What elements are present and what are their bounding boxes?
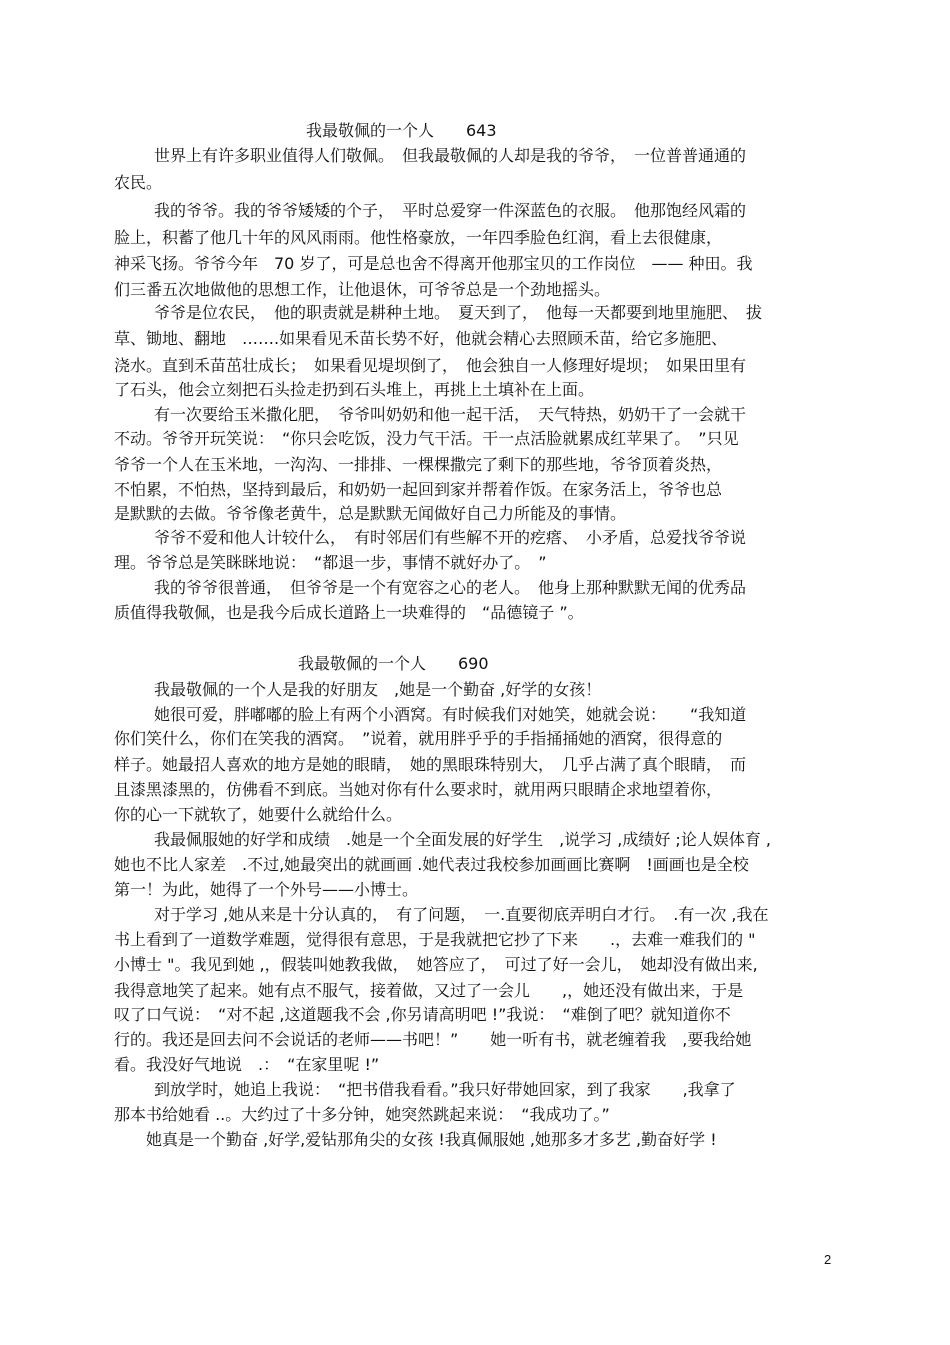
essay-1-title: 我最敬佩的一个人 643 bbox=[306, 121, 497, 140]
essay-2-line: 到放学时，她追上我说： “把书借我看看。”我只好带她回家，到了我家 ,我拿了 bbox=[154, 1080, 736, 1099]
essay-2-line: 你们笑什么，你们在笑我的酒窝。 ”说着，就用胖乎乎的手指捅捅她的酒窝，很得意的 bbox=[114, 729, 723, 748]
essay-1-line: 农民。 bbox=[114, 173, 163, 192]
essay-2-line: 行的。我还是回去问不会说话的老师——书吧！” 她一听有书，就老缠着我 ,要我给她 bbox=[114, 1030, 752, 1049]
essay-1-line: 浇水。直到禾苗茁壮成长； 如果看见堤坝倒了， 他会独自一人修理好堤坝； 如果田里有 bbox=[114, 356, 747, 375]
essay-2-line: 看。我没好气地说 .： “在家里呢 !” bbox=[114, 1055, 380, 1074]
essay-2-line: 第一！为此，她得了一个外号——小博士。 bbox=[114, 880, 419, 899]
essay-2-line: 你的心一下就软了，她要什么就给什么。 bbox=[114, 805, 403, 824]
essay-2-line: 样子。她最招人喜欢的地方是她的眼睛， 她的黑眼珠特别大， 几乎占满了真个眼睛， 而 bbox=[114, 755, 747, 774]
essay-1-line: 爷爷是位农民， 他的职责就是耕种土地。 夏天到了， 他每一天都要到地里施肥、 拔 bbox=[154, 303, 763, 322]
essay-1-line: 世界上有许多职业值得人们敬佩。 但我最敬佩的人却是我的爷爷， 一位普普通通的 bbox=[154, 146, 747, 165]
essay-1-line: 脸上，积蓄了他几十年的风风雨雨。他性格豪放，一年四季脸色红润，看上去很健康， bbox=[114, 228, 723, 247]
essay-2-line: 我最敬佩的一个人是我的好朋友 ,她是一个勤奋 ,好学的女孩！ bbox=[154, 680, 602, 699]
essay-2-line: 叹了口气说： “对不起 ,这道题我不会 ,你另请高明吧 !”我说： “难倒了吧？就知道你不 bbox=[114, 1005, 731, 1024]
essay-1-line: 质值得我敬佩，也是我今后成长道路上一块难得的 “品德镜子 ”。 bbox=[114, 603, 584, 622]
essay-2-line: 我得意地笑了起来。她有点不服气，接着做，又过了一会儿 ,，她还没有做出来，于是 bbox=[114, 981, 744, 1000]
essay-1-line: 草、锄地、翻地 …….如果看见禾苗长势不好，他就会精心去照顾禾苗，给它多施肥、 bbox=[114, 329, 728, 348]
essay-2-line: 她也不比人家差 .不过,她最突出的就画画 .她代表过我校参加画画比赛啊 !画画也是全校 bbox=[114, 855, 749, 874]
essay-2-line: 她真是一个勤奋 ,好学,爱钻那角尖的女孩 !我真佩服她 ,她那多才多艺 ,勤奋好学 ! bbox=[146, 1130, 717, 1149]
essay-2-line: 我最佩服她的好学和成绩 .她是一个全面发展的好学生 ,说学习 ,成绩好 ;论人娱体育 , bbox=[154, 830, 771, 849]
essay-1-line: 了石头，他会立刻把石头捡走扔到石头堆上，再挑上土填补在上面。 bbox=[114, 380, 595, 399]
essay-2-line: 书上看到了一道数学难题，觉得很有意思，于是我就把它抄了下来 .，去难一难我们的 " bbox=[114, 930, 756, 949]
essay-1-line: 不动。爷爷开玩笑说： “你只会吃饭，没力气干活。干一点活脸就累成红苹果了。 ”只见 bbox=[114, 429, 739, 448]
essay-1-line: 爷爷一个人在玉米地，一沟沟、一排排、一棵棵撒完了剩下的那些地，爷爷顶着炎热， bbox=[114, 455, 723, 474]
essay-1-line: 我的爷爷。我的爷爷矮矮的个子， 平时总爱穿一件深蓝色的衣服。 他那饱经风霜的 bbox=[154, 201, 747, 220]
essay-2-line: 那本书给她看 ..。大约过了十多分钟，她突然跳起来说： “我成功了。” bbox=[114, 1105, 610, 1124]
essay-1-line: 有一次要给玉米撒化肥， 爷爷叫奶奶和他一起干活， 天气特热，奶奶干了一会就干 bbox=[154, 405, 747, 424]
essay-1-line: 我的爷爷很普通， 但爷爷是一个有宽容之心的老人。 他身上那种默默无闻的优秀品 bbox=[154, 578, 747, 597]
essay-2-line: 小博士 "。我见到她 ,，假装叫她教我做， 她答应了， 可过了好一会儿， 她却没有做出来, bbox=[114, 955, 758, 974]
essay-2-line: 且漆黑漆黑的，仿佛看不到底。当她对你有什么要求时，就用两只眼睛企求地望着你， bbox=[114, 780, 723, 799]
essay-1-line: 爷爷不爱和他人计较什么， 有时邻居们有些解不开的疙瘩、 小矛盾，总爱找爷爷说 bbox=[154, 528, 747, 547]
essay-1-line: 是默默的去做。爷爷像老黄牛，总是默默无闻做好自己力所能及的事情。 bbox=[114, 504, 627, 523]
essay-2-title: 我最敬佩的一个人 690 bbox=[298, 654, 489, 673]
essay-1-line: 们三番五次地做他的思想工作，让他退休，可爷爷总是一个劲地摇头。 bbox=[114, 280, 611, 299]
essay-1-line: 理。爷爷总是笑眯眯地说： “都退一步，事情不就好办了。 ” bbox=[114, 553, 547, 572]
essay-2-line: 她很可爱，胖嘟嘟的脸上有两个小酒窝。有时候我们对她笑，她就会说： “我知道 bbox=[154, 705, 747, 724]
page-number: 2 bbox=[824, 1252, 832, 1267]
essay-2-line: 对于学习 ,她从来是十分认真的， 有了问题， 一.直要彻底弄明白才行。 .有一次 ,我在 bbox=[154, 905, 769, 924]
essay-1-line: 不怕累，不怕热，坚持到最后，和奶奶一起回到家并帮着作饭。在家务活上，爷爷也总 bbox=[114, 480, 723, 499]
essay-1-line: 神采飞扬。爷爷今年 70 岁了，可是总也舍不得离开他那宝贝的工作岗位 —— 种田。我 bbox=[114, 254, 753, 273]
